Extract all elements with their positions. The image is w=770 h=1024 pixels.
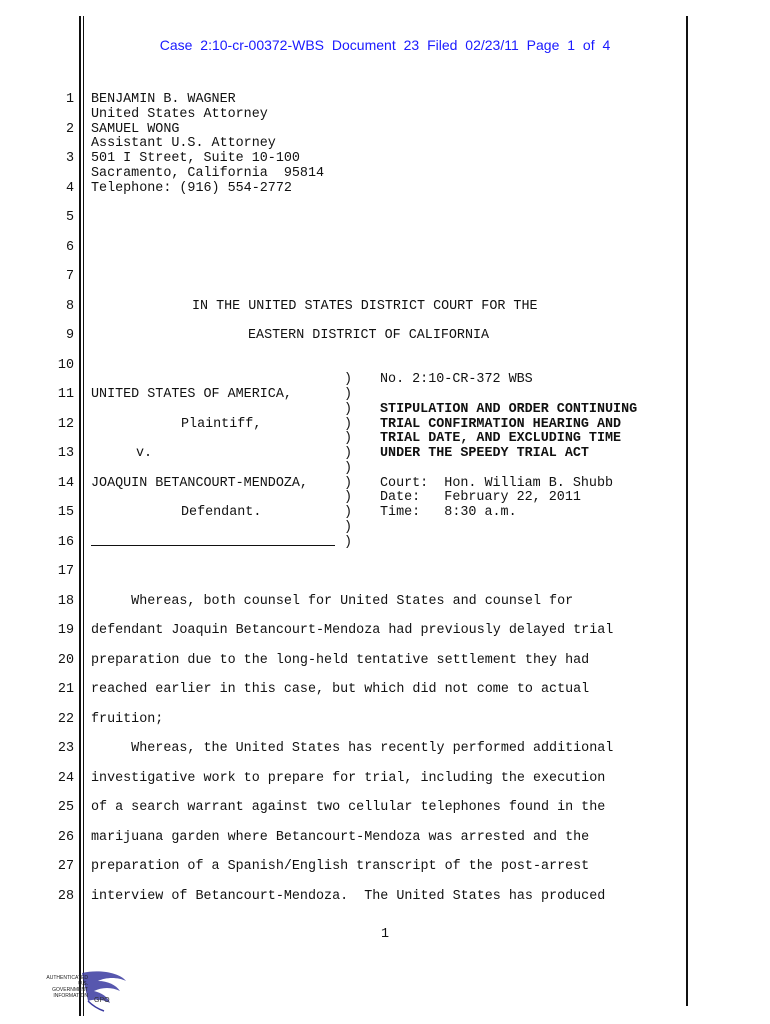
seal-text: AUTHENTICATED U.S. GOVERNMENT INFORMATION	[46, 975, 88, 999]
caption-paren: )	[344, 490, 353, 505]
address-city: Sacramento, California 95814	[91, 166, 325, 181]
hearing-court: Court: Hon. William B. Shubb	[380, 476, 614, 491]
line-number: 15	[57, 505, 74, 520]
line-number: 10	[57, 358, 74, 373]
caption-underline	[91, 545, 335, 546]
assistant-attorney-name: SAMUEL WONG	[91, 122, 180, 137]
versus: v.	[136, 446, 153, 461]
line-number: 1	[65, 92, 74, 107]
caption-paren: )	[344, 387, 353, 402]
plaintiff-role: Plaintiff,	[181, 417, 262, 432]
line-number: 20	[57, 653, 74, 668]
line-number: 4	[65, 181, 74, 196]
body-line: Whereas, the United States has recently performed additional	[91, 741, 614, 756]
caption-paren: )	[344, 402, 353, 417]
caption-paren: )	[344, 505, 353, 520]
line-number: 5	[65, 210, 74, 225]
page-number: 1	[380, 927, 390, 942]
line-number: 25	[57, 800, 74, 815]
hearing-date: Date: February 22, 2011	[380, 490, 581, 505]
line-number: 11	[57, 387, 74, 402]
line-number: 21	[57, 682, 74, 697]
ecf-header: Case 2:10-cr-00372-WBS Document 23 Filed 02/23/11 Page 1 of 4	[159, 37, 611, 53]
caption-paren: )	[344, 461, 353, 476]
body-line: marijuana garden where Betancourt-Mendoza was arrested and the	[91, 830, 590, 845]
body-line: fruition;	[91, 712, 164, 727]
document-title-line: STIPULATION AND ORDER CONTINUING	[380, 402, 638, 417]
line-number: 18	[57, 594, 74, 609]
line-number: 27	[57, 859, 74, 874]
caption-paren: )	[344, 417, 353, 432]
line-number: 7	[65, 269, 74, 284]
left-margin-rule-outer	[79, 16, 81, 1016]
line-number: 19	[57, 623, 74, 638]
caption-paren: )	[344, 372, 353, 387]
line-number: 24	[57, 771, 74, 786]
assistant-attorney-title: Assistant U.S. Attorney	[91, 136, 276, 151]
document-title-line: TRIAL CONFIRMATION HEARING AND	[380, 417, 622, 432]
gpo-authentication-seal	[42, 967, 132, 1013]
line-number: 23	[57, 741, 74, 756]
caption-paren: )	[344, 476, 353, 491]
right-margin-rule	[686, 16, 688, 1006]
body-line: of a search warrant against two cellular telephones found in the	[91, 800, 606, 815]
body-line: investigative work to prepare for trial, including the execution	[91, 771, 606, 786]
line-number: 13	[57, 446, 74, 461]
line-number: 9	[65, 328, 74, 343]
telephone: Telephone: (916) 554-2772	[91, 181, 292, 196]
body-line: reached earlier in this case, but which did not come to actual	[91, 682, 590, 697]
attorney-title: United States Attorney	[91, 107, 268, 122]
hearing-time: Time: 8:30 a.m.	[380, 505, 517, 520]
line-number: 3	[65, 151, 74, 166]
defendant-role: Defendant.	[181, 505, 262, 520]
caption-paren: )	[344, 535, 353, 550]
plaintiff-name: UNITED STATES OF AMERICA,	[91, 387, 292, 402]
line-number: 17	[57, 564, 74, 579]
body-line: defendant Joaquin Betancourt-Mendoza had previously delayed trial	[91, 623, 614, 638]
attorney-name: BENJAMIN B. WAGNER	[91, 92, 236, 107]
caption-paren: )	[344, 446, 353, 461]
line-number: 14	[57, 476, 74, 491]
document-title-line: TRIAL DATE, AND EXCLUDING TIME	[380, 431, 622, 446]
line-number: 12	[57, 417, 74, 432]
line-number: 26	[57, 830, 74, 845]
caption-paren: )	[344, 520, 353, 535]
line-number: 22	[57, 712, 74, 727]
body-line: preparation of a Spanish/English transcript of the post-arrest	[91, 859, 590, 874]
document-title-line: UNDER THE SPEEDY TRIAL ACT	[380, 446, 589, 461]
court-heading-line2: EASTERN DISTRICT OF CALIFORNIA	[248, 328, 490, 343]
line-number: 8	[65, 299, 74, 314]
line-number: 28	[57, 889, 74, 904]
body-line: preparation due to the long-held tentative settlement they had	[91, 653, 590, 668]
defendant-name: JOAQUIN BETANCOURT-MENDOZA,	[91, 476, 308, 491]
gpo-mark: GPO	[94, 997, 110, 1004]
line-number: 2	[65, 122, 74, 137]
case-number: No. 2:10-CR-372 WBS	[380, 372, 533, 387]
caption-paren: )	[344, 431, 353, 446]
left-margin-rule-inner	[83, 16, 85, 1016]
line-number: 16	[57, 535, 74, 550]
body-line: interview of Betancourt-Mendoza. The United States has produced	[91, 889, 606, 904]
line-number: 6	[65, 240, 74, 255]
court-heading-line1: IN THE UNITED STATES DISTRICT COURT FOR THE	[192, 299, 538, 314]
address-street: 501 I Street, Suite 10-100	[91, 151, 300, 166]
body-line: Whereas, both counsel for United States and counsel for	[91, 594, 574, 609]
